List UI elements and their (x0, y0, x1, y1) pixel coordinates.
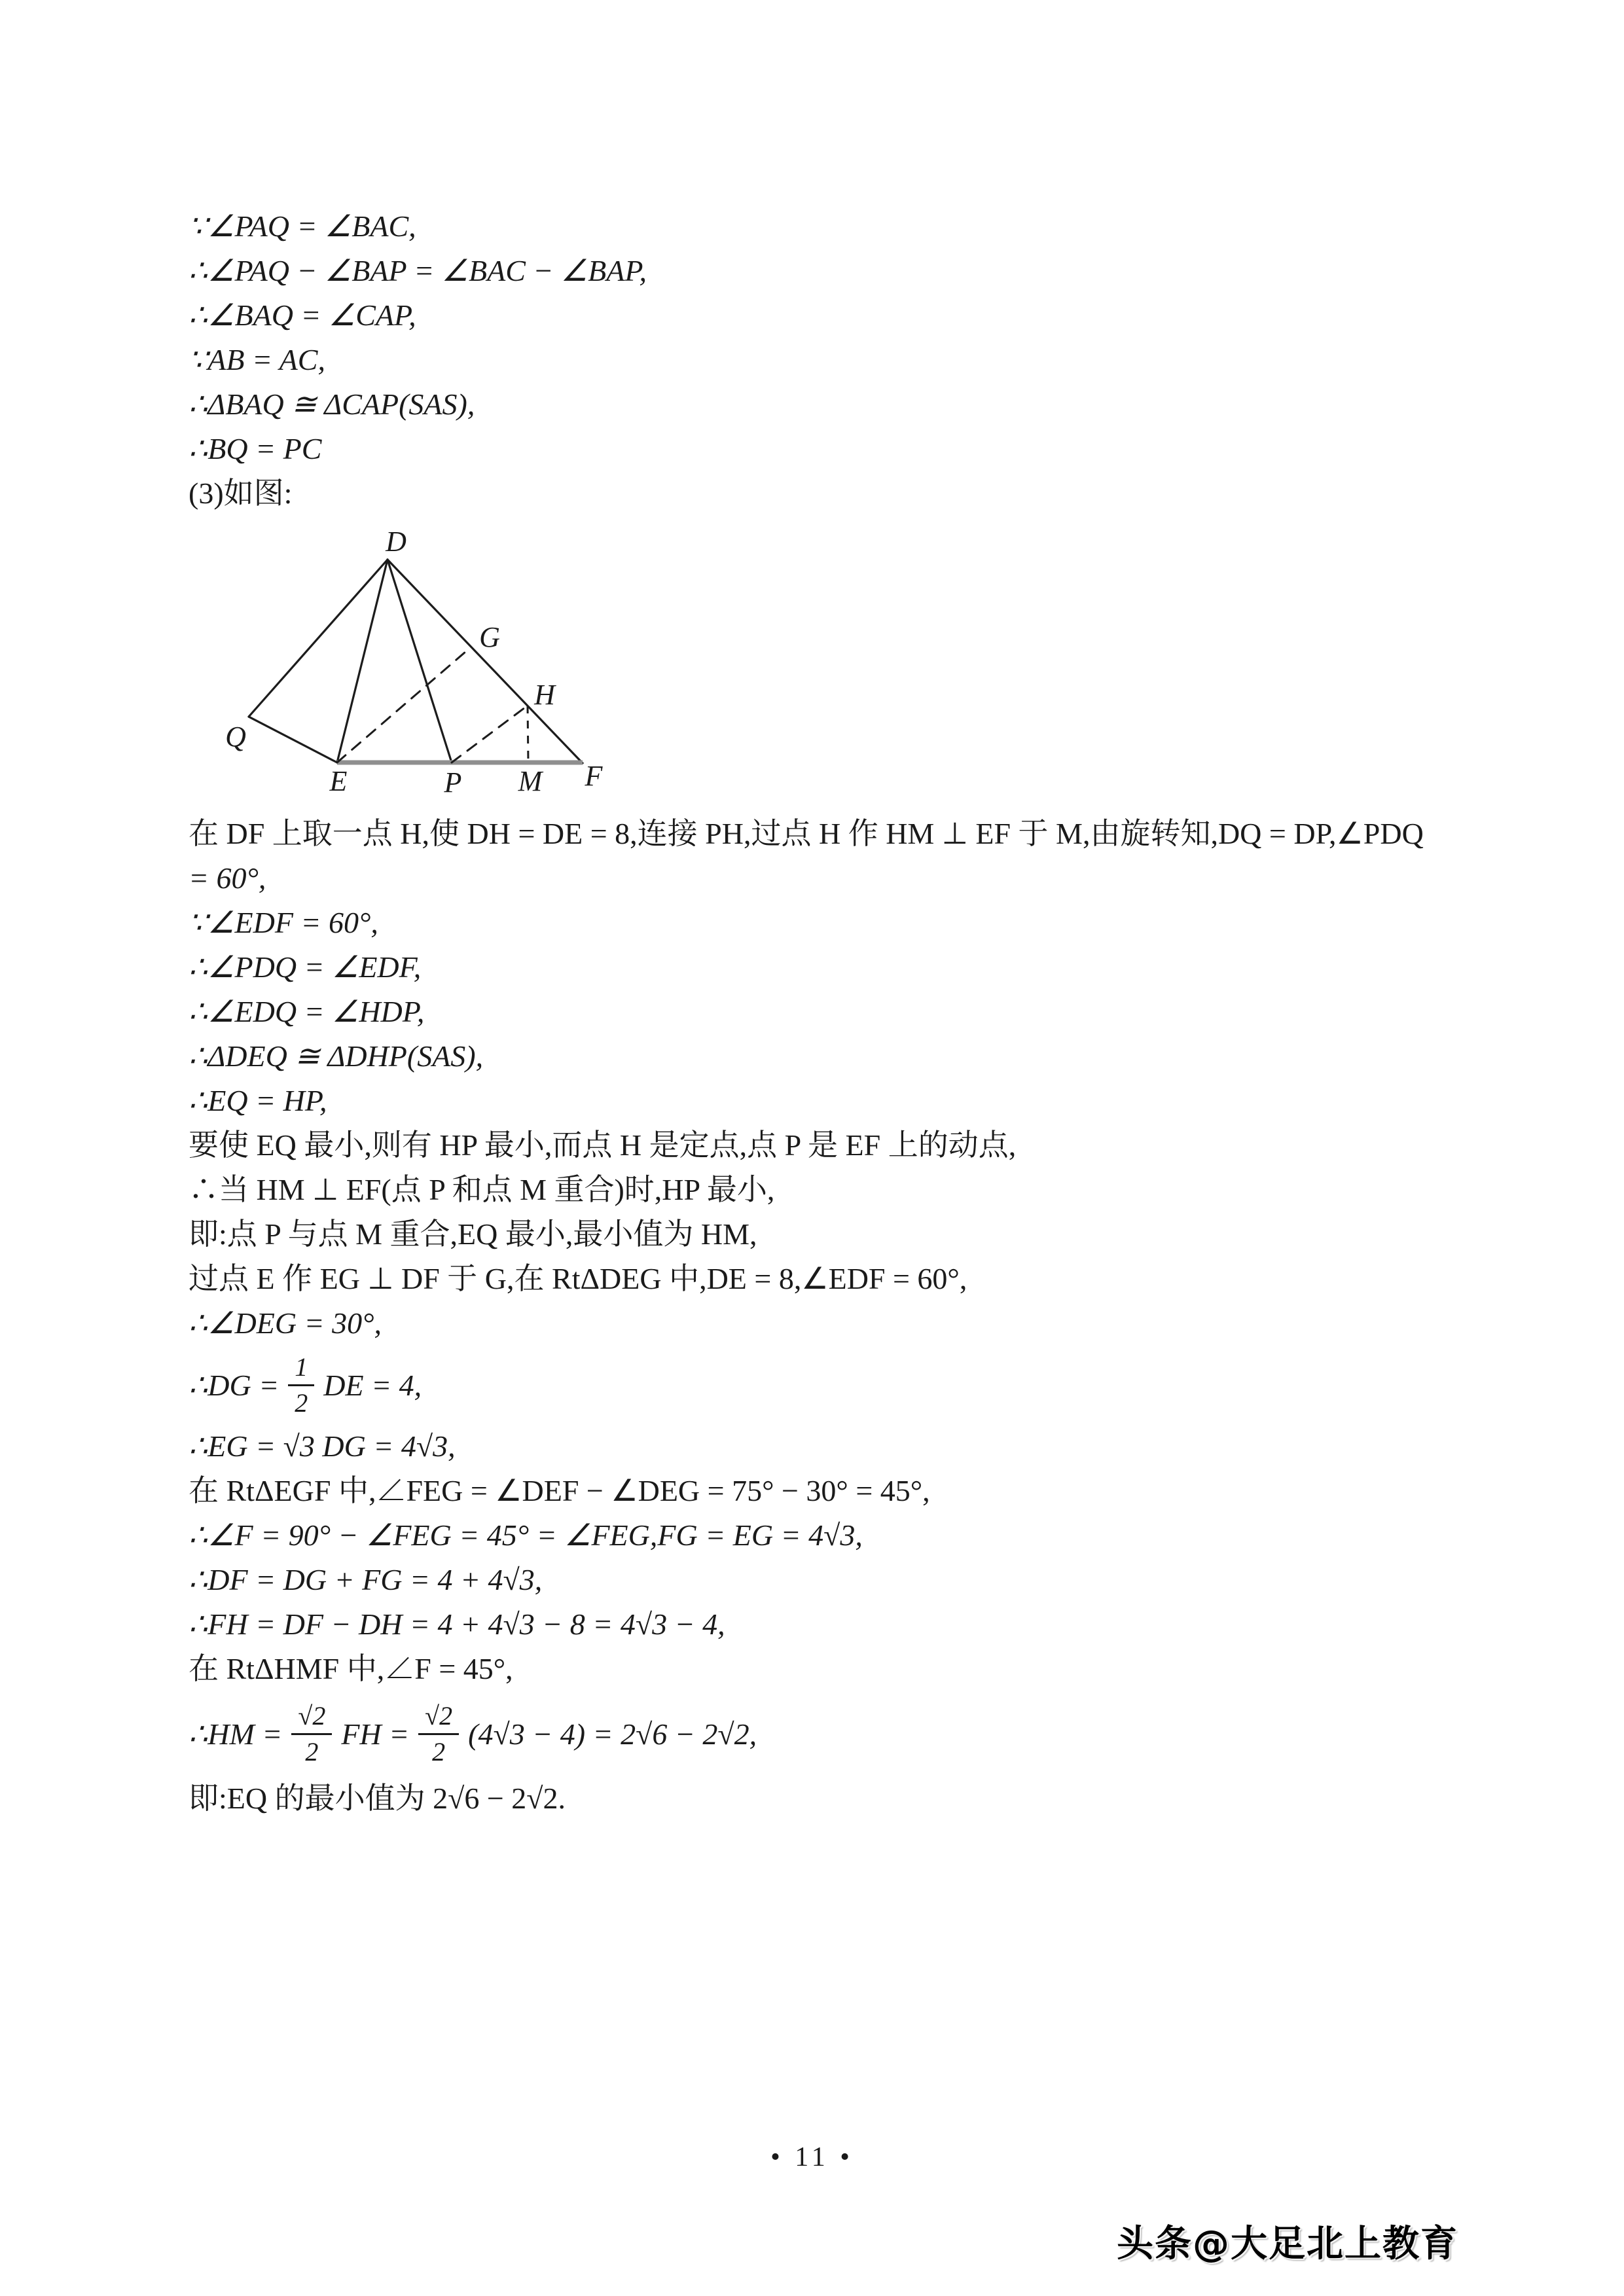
solution-line: ∴DF = DG + FG = 4 + 4√3, (189, 1563, 543, 1596)
solution-paragraph-cont: = 60°, (189, 861, 266, 895)
proof-line: ∴∠BAQ = ∠CAP, (189, 298, 416, 332)
fraction-numerator: √2 (418, 1701, 459, 1735)
solution-line: 在 RtΔHMF 中,∠F = 45°, (189, 1652, 513, 1685)
solution-line: ∴∠PDQ = ∠EDF, (189, 950, 422, 984)
segment-EG-dashed (337, 648, 470, 762)
solution-line-fraction-hm (189, 1691, 1498, 1776)
solution-line: 要使 EQ 最小,则有 HP 最小,而点 H 是定点,点 P 是 EF 上的动点, (189, 1128, 1017, 1162)
figure-label-H: H (534, 679, 555, 711)
solution-line: ∴当 HM ⊥ EF(点 P 和点 M 重合)时,HP 最小, (189, 1173, 775, 1206)
solution-line: ∴FH = DF − DH = 4 + 4√3 − 8 = 4√3 − 4, (189, 1607, 725, 1641)
geometry-figure (216, 517, 622, 808)
solution-part3-block (189, 812, 1498, 1821)
segment-PH-dashed (452, 706, 528, 762)
fraction-denominator: 2 (432, 1736, 446, 1767)
solution-line: ∴∠F = 90° − ∠FEG = 45° = ∠FEG,FG = EG = 4√3, (189, 1518, 863, 1552)
solution-line: 即:点 P 与点 M 重合,EQ 最小,最小值为 HM, (189, 1217, 757, 1251)
page-number: • 11 • (770, 2142, 854, 2172)
figure-label-G: G (479, 621, 500, 653)
proof-part2-block (189, 204, 647, 516)
solution-line: ∴EQ = HP, (189, 1084, 327, 1117)
fraction-denominator: 2 (295, 1388, 308, 1418)
segment-DP (388, 560, 452, 762)
fraction-line-prefix: ∴HM = (189, 1717, 283, 1751)
fraction-line-middle: FH = (341, 1717, 410, 1751)
watermark-text: 头条@大足北上教育 (1117, 2223, 1458, 2265)
fraction-sqrt2-over-2 (418, 1701, 459, 1767)
figure-label-M: M (518, 765, 543, 797)
segment-QD (249, 560, 388, 717)
solution-line: 在 RtΔEGF 中,∠FEG = ∠DEF − ∠DEG = 75° − 30° = 45°, (189, 1474, 930, 1507)
solution-line: ∵∠EDF = 60°, (189, 906, 378, 939)
fraction-line-prefix: ∴DG = (189, 1369, 280, 1402)
solution-line-fraction-dg (189, 1346, 1498, 1424)
fraction-denominator: 2 (305, 1736, 319, 1767)
solution-line: ∴ΔDEQ ≅ ΔDHP(SAS), (189, 1039, 484, 1073)
proof-line: ∵AB = AC, (189, 343, 325, 376)
figure-label-E: E (329, 765, 348, 797)
fraction-one-half (288, 1352, 314, 1418)
fraction-line-suffix: (4√3 − 4) = 2√6 − 2√2, (468, 1717, 757, 1751)
solution-line: 过点 E 作 EG ⊥ DF 于 G,在 RtΔDEG 中,DE = 8,∠EDF = 60°, (189, 1262, 967, 1295)
proof-line: ∴∠PAQ − ∠BAP = ∠BAC − ∠BAP, (189, 254, 647, 287)
segment-DF (388, 560, 583, 763)
figure-label-D: D (386, 526, 406, 558)
figure-label-F: F (585, 760, 603, 792)
fraction-sqrt2-over-2 (291, 1701, 332, 1767)
proof-line: ∴BQ = PC (189, 432, 322, 465)
solution-line: ∴EG = √3 DG = 4√3, (189, 1429, 456, 1463)
segment-QE (249, 717, 337, 762)
proof-line: ∵∠PAQ = ∠BAC, (189, 209, 416, 243)
fraction-numerator: √2 (291, 1701, 332, 1735)
solution-line: ∴∠EDQ = ∠HDP, (189, 995, 425, 1028)
fraction-line-suffix: DE = 4, (323, 1368, 422, 1402)
solution-paragraph: 在 DF 上取一点 H,使 DH = DE = 8,连接 PH,过点 H 作 HM ⊥ EF 于 M,由旋转知,DQ = DP,∠PDQ (189, 817, 1424, 850)
segment-DE (337, 560, 388, 762)
figure-label-P: P (444, 766, 462, 798)
fraction-numerator: 1 (288, 1352, 314, 1386)
solution-line: ∴∠DEG = 30°, (189, 1306, 382, 1340)
solution-conclusion: 即:EQ 的最小值为 2√6 − 2√2. (189, 1782, 566, 1815)
figure-label-Q: Q (225, 721, 246, 753)
figure-intro: (3)如图: (189, 476, 293, 510)
proof-line: ∴ΔBAQ ≅ ΔCAP(SAS), (189, 387, 475, 421)
